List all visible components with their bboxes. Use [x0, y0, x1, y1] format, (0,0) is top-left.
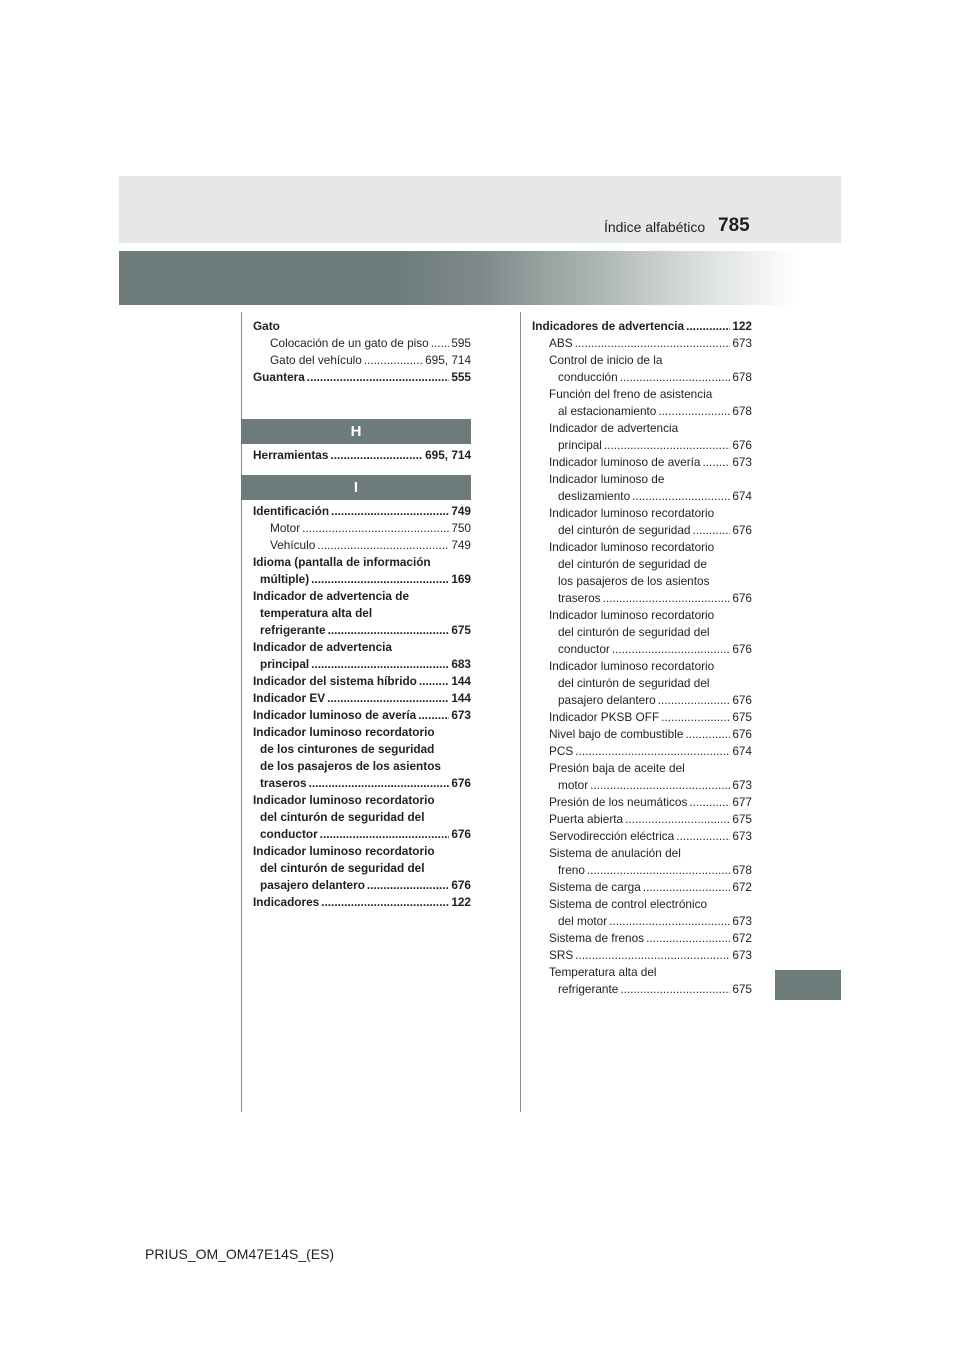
index-subentry: Función del freno de asistencia: [549, 387, 713, 401]
index-subentry: Presión de los neumáticos ..... 677: [532, 794, 752, 811]
index-subentry: Puerta abierta ..... 675: [532, 811, 752, 828]
index-entry-idioma: Idioma (pantalla de información: [253, 555, 431, 569]
index-entry-ind-temp: Indicador de advertencia de: [253, 589, 410, 603]
index-subentry-line: freno ..... 678: [532, 862, 752, 879]
index-entry-line: de los pasajeros de los asientos: [260, 759, 441, 773]
chapter-side-tab: [775, 970, 841, 1000]
index-subentry: Gato del vehículo ..... 695, 714: [253, 352, 471, 369]
index-entry-line: principal ..... 683: [253, 656, 471, 673]
index-subentry: ABS ..... 673: [532, 335, 752, 352]
index-subentry: Indicador luminoso recordatorio: [549, 608, 715, 622]
index-entry-line: múltiple) ..... 169: [253, 571, 471, 588]
index-subentry: Indicador luminoso recordatorio: [549, 659, 715, 673]
footer-document-id: PRIUS_OM_OM47E14S_(ES): [145, 1246, 335, 1262]
index-subentry-line: del motor ..... 673: [532, 913, 752, 930]
index-subentry: Indicador luminoso de: [549, 472, 665, 486]
index-subentry: Motor ..... 750: [253, 520, 471, 537]
letter-header-i: I: [241, 475, 471, 500]
index-subentry-line: del cinturón de seguridad de: [558, 557, 707, 571]
index-entry-ind-traseros: Indicador luminoso recordatorio: [253, 725, 435, 739]
decorative-gradient-band: [119, 251, 841, 305]
index-subentry: Sistema de anulación del: [549, 846, 681, 860]
index-column-right: [532, 318, 752, 998]
index-subentry-line: refrigerante ..... 675: [532, 981, 752, 998]
index-entry-ind-averia: Indicador luminoso de avería ..... 673: [253, 707, 471, 724]
index-column-left: [253, 318, 471, 911]
section-title: Índice alfabético: [604, 219, 706, 235]
index-entry-ind-pasajero: Indicador luminoso recordatorio: [253, 844, 435, 858]
index-subentry: Presión baja de aceite del: [549, 761, 685, 775]
index-subentry: Indicador luminoso recordatorio: [549, 540, 715, 554]
index-entry-indicadores: Indicadores ..... 122: [253, 894, 471, 911]
index-subentry-line: del cinturón de seguridad ..... 676: [532, 522, 752, 539]
index-entry-gato: Gato: [253, 319, 280, 333]
index-subentry: Control de inicio de la: [549, 353, 663, 367]
index-subentry-line: pasajero delantero ..... 676: [532, 692, 752, 709]
index-subentry: PCS ..... 674: [532, 743, 752, 760]
index-subentry: Servodirección eléctrica ..... 673: [532, 828, 752, 845]
index-subentry: Sistema de frenos ..... 672: [532, 930, 752, 947]
page-number: 785: [718, 215, 750, 236]
index-subentry-line: traseros ..... 676: [532, 590, 752, 607]
index-subentry-line: del cinturón de seguridad del: [558, 676, 710, 690]
index-entry-line: conductor ..... 676: [253, 826, 471, 843]
index-entry-ind-conductor: Indicador luminoso recordatorio: [253, 793, 435, 807]
index-subentry-line: al estacionamiento ..... 678: [532, 403, 752, 420]
index-subentry-line: los pasajeros de los asientos: [558, 574, 710, 588]
index-entry-line: del cinturón de seguridad del: [260, 810, 425, 824]
index-subentry-line: conducción ..... 678: [532, 369, 752, 386]
index-subentry-line: principal ..... 676: [532, 437, 752, 454]
column-divider-middle: [520, 312, 521, 1112]
index-entry-line: de los cinturones de seguridad: [260, 742, 435, 756]
index-subentry-line: deslizamiento ..... 674: [532, 488, 752, 505]
index-subentry: Indicador de advertencia: [549, 421, 679, 435]
index-subentry: Sistema de control electrónico: [549, 897, 708, 911]
index-entry-ind-ev: Indicador EV ..... 144: [253, 690, 471, 707]
index-subentry: Indicador luminoso de avería ..... 673: [532, 454, 752, 471]
index-entry-line: refrigerante ..... 675: [253, 622, 471, 639]
index-entry-indicadores-advertencia: Indicadores de advertencia ..... 122: [532, 318, 752, 335]
index-entry-line: temperatura alta del: [260, 606, 373, 620]
index-subentry: Colocación de un gato de piso ..... 595: [253, 335, 471, 352]
index-entry-line: del cinturón de seguridad del: [260, 861, 425, 875]
index-subentry: SRS ..... 673: [532, 947, 752, 964]
index-subentry-line: motor ..... 673: [532, 777, 752, 794]
index-subentry: Vehículo ..... 749: [253, 537, 471, 554]
letter-header-h: H: [241, 419, 471, 444]
index-entry-guantera: Guantera ..... 555: [253, 369, 471, 386]
index-entry-herramientas: Herramientas ..... 695, 714: [253, 447, 471, 464]
index-subentry-line: conductor ..... 676: [532, 641, 752, 658]
index-subentry: Indicador luminoso recordatorio: [549, 506, 715, 520]
index-entry-identificacion: Identificación ..... 749: [253, 503, 471, 520]
index-entry-line: pasajero delantero ..... 676: [253, 877, 471, 894]
index-subentry-line: del cinturón de seguridad del: [558, 625, 710, 639]
index-subentry: Temperatura alta del: [549, 965, 657, 979]
index-subentry: Nivel bajo de combustible ..... 676: [532, 726, 752, 743]
index-entry-line: traseros ..... 676: [253, 775, 471, 792]
index-subentry: Indicador PKSB OFF ..... 675: [532, 709, 752, 726]
index-subentry: Sistema de carga ..... 672: [532, 879, 752, 896]
index-entry-ind-hibrido: Indicador del sistema híbrido ..... 144: [253, 673, 471, 690]
index-entry-ind-adv: Indicador de advertencia: [253, 640, 392, 654]
